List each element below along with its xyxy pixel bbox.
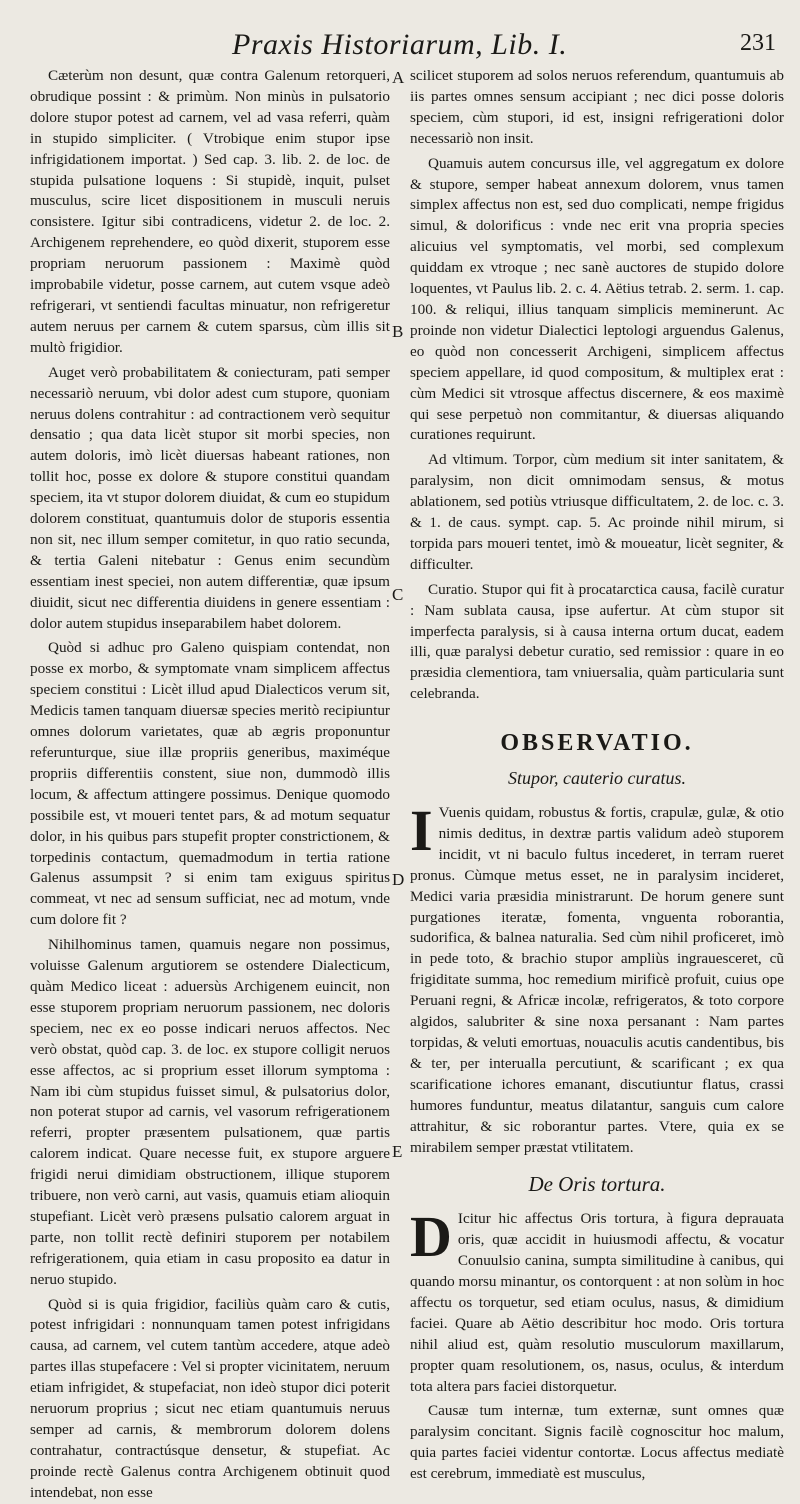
section-heading: De Oris tortura. (528, 1172, 666, 1197)
paragraph: Ad vltimum. Torpor, cùm medium sit inter sanitatem, & paralysim, non dicit omnimodam sensus, & motus ablationem, sed potiùs vtriusque difficultatem, 2. de loc. c. 3. & 1. de caus. sympt. cap. 5. Ac proinde nihil mirum, si torpida pars moueri tentet, imò & moueatur, licèt segniter, & difficulter. (410, 451, 784, 573)
page-header (0, 28, 800, 68)
observatio-text: Vuenis quidam, robustus & fortis, crapulæ, gulæ, & otio nimis deditus, in dextræ partis validum adeò stuporem incidit, vt ni baculo fultus incederet, in terram rueret pronus. Cùmque metus esset, ne in paralysim incideret, Medici varia præsidia ministrarunt. De horum genere sunt purgationes iteratæ, fomenta, vnguenta roborantia, sudorifica, & balnea naturalia. Sed cùm nihil proficeret, imò in pede toto, & brachio stupor ampliùs ingrauesceret, cũ frigiditate summa, hoc remedium mirificè profuit, cuius ope Peruani regni, & Africæ incolæ, refrigeratos, & toto corpore algidos, salubriter & sine noxa persanant : Nam partes torpidas, & veluti emortuas, nouaculis acutis candentibus, bis & ter, per interualla percutiunt, & scarificant ; ex qua scarificatione ichores emanant, discutiuntur flatus, crassi humores funduntur, meatus dilatantur, sanguis cum calore attrahitur, & sic roborantur partes. Vtere, quia ex se mirabilem semper præstat vtilitatem. (410, 804, 784, 1156)
section-text: Icitur hic affectus Oris tortura, à figura deprauata oris, quæ accidit in huiusmodi affectu, & vocatur Conuulsio canina, sumpta similitudine à canibus, qui quando morsu minantur, os contorquent : at non solùm in hoc affectu os torquetur, sed etiam oculus, nasus, & dimidium faciei. Quare ab Aëtio describitur hoc modo. Oris tortura nihil aliud est, quàm resolutio musculorum maxillarum, propter quam resolutionem, os, nasus, oculus, & interdum tota altera pars faciei distorquetur. (410, 1210, 784, 1395)
paragraph: Auget verò probabilitatem & coniecturam, pati semper necessariò neruum, vbi dolor adest cum stupore, quoniam neruus dolens contrahitur : ad contractionem verò sequitur densatio ; qua data licèt stupor sit morbi species, non autem doloris, imò licèt diuersas habeant rationes, non tollit hoc, posse ex dolore & stupore constitui quandam speciem, ita vt stupor dolorem diuidat, & cum eo stupidum dolorem constituat, quantumuis dolor de stuporis essentia non sit, nec illum semper comitetur, in quo ratio secunda, & tertia Galeni nitebatur : Genus enim secundùm essentiam inest speciei, non autem differentiæ, quæ ipsum diuidit, sicut nec differentia diuidens in genere essentiam : dolor autem stupidus inseparabilem habet dolorem. (30, 363, 390, 632)
paragraph: Nihilhominus tamen, quamuis negare non possimus, voluisse Galenum argutiorem se ostendere Dialecticum, quàm Medico liceat : aduersùs Archigenem euincit, non esse stuporem propriam neruorum passionem, nec doloris speciem, nec ex eo posse indicari neruos affectos. Nec verò obstat, quòd cap. 3. de loc. ex stupore colligit neruos esse affectos, ac si proprium esset illorum symptoma : Nam ibi cùm stupidus fuisset simul, & pulsatorius dolor, non poterat stupor ad carnis, vel vasorum refrigerationem referri, propter præsentem pulsationem, quæ partis calorem indicat. Quare necesse fuit, ex stupore arguere frigidi nerui dimidiam obstructionem, illique stuporem tribuere, non verò carni, aut vasis, quamuis etiam alioquin stupefiant. Licèt verò præsens pulsatio calorem arguat in parte, non tollit rectè definiri stuporem per notabilem refrigerationem, quia etiam in casu proposito ea datur in neruo stupido. (30, 936, 390, 1288)
paragraph: scilicet stuporem ad solos neruos referendum, quantumuis ab iis partes omnes sensum accipiant ; nec dici posse doloris speciem, cùm stupori, id est, insigni refrigerationi dolor necessariò non insit. (410, 67, 784, 147)
drop-initial: D (410, 1204, 452, 1270)
running-title: Praxis Historiarum, Lib. I. (232, 28, 568, 61)
margin-letter-b: B (392, 322, 404, 341)
drop-initial: I (410, 798, 433, 863)
right-column (410, 66, 784, 1485)
observatio-heading: OBSERVATIO. (500, 730, 694, 757)
paragraph: Causæ tum internæ, tum externæ, sunt omnes quæ paralysim concitant. Signis facilè cognoscitur hoc malum, quia partes faciei videntur contortæ. Locus affectus mediatè est cerebrum, immediatè est musculus, (410, 1402, 784, 1483)
section-paragraph (410, 1204, 784, 1397)
margin-letter-a: A (392, 68, 405, 87)
left-column (30, 66, 390, 1504)
observatio-subheading: Stupor, cauterio curatus. (508, 768, 686, 789)
paragraph: Quòd si is quia frigidior, faciliùs quàm caro & cutis, potest infrigidari : nonnunquam tamen potest infrigidans causa, ad carnem, vel cutem tantùm accedere, atque adeò partes illas stupefacere : Vel si propter vicinitatem, neruum etiam infrigidet, & stupefaciat, non ideò stupor dici poterit neruorum proprius ; sicut nec etiam quantumuis neruus semper ad carnis, & membrorum dolorem dolens contrahatur, contractúsque densetur, & stupefiat. Ac proinde rectè Galenus contra Archigenem obtinuit quod intendebat, non esse (30, 1295, 390, 1501)
margin-letter-c: C (392, 585, 404, 604)
margin-letter-d: D (392, 870, 405, 889)
page-number: 231 (740, 30, 776, 56)
paragraph: Curatio. Stupor qui fit à procatarctica causa, facilè curatur : Nam sublata causa, ipse aufertur. At cùm stupor sit imperfecta paralysis, si à causa interna ortum ducat, eadem illi, quæ paralysi debetur curatio, sed remissior : quare in eo præsidia clementiora, tam vniuersalia, quàm particularia sunt celebranda. (410, 580, 784, 703)
paragraph: Cæterùm non desunt, quæ contra Galenum retorqueri, obrudique possint : & primùm. Non minùs in pulsatorio dolore stupor potest ad carnem, vel ad vasa referri, quàm in stupido simpliciter. ( Vtrobique enim stupor ipse infrigidationem importat. ) Sed cap. 3. lib. 2. de loc. de stupida pulsatione loquens : Si stupidè, inquit, pulset musculus, scire licet dispositionem in musculi neruis consistere. Igitur sibi contradicens, videtur 2. de loc. 2. Archigenem reprehendere, eo quòd dixerit, stuporem esse propriam neruorum passionem : Maximè quòd improbabile videtur, posse carnem, aut cutem vsque adeò refrigerari, vt sentiendi facultas minuatur, non refrigeretur autem neruus per carnem & cutem sparsus, cùm illis sit multò frigidior. (30, 67, 390, 356)
paragraph: Quamuis autem concursus ille, vel aggregatum ex dolore & stupore, semper habeat annexum dolorem, vnus tamen simplex affectus non est, sed duo complicati, nempe frigidus simul, & dolorificus : vnde nec erit vna propria species alicuius vel symptomatis, vel morbi, sed complexum quiddam ex vtroque ; nec sanè auctores de stupido dolore loquentes, vt Paulus lib. 2. c. 4. Aëtius tetrab. 2. serm. 1. cap. 100. & reliqui, illius tanquam simplicis meminerunt. Ac proinde non videtur Dialectici leptologi arguendus Galenus, eo quòd non concesserit Archigeni, simplicem affectus speciem appellare, id quod compositum, & multiplex erat : cùm Medici sit vtrosque affectus discernere, & eos maximè qui sese perpetuò non commitantur, & diuersas aliquando curationes requirunt. (410, 154, 784, 444)
margin-letter-e: E (392, 1142, 403, 1161)
paragraph: Quòd si adhuc pro Galeno quispiam contendat, non posse ex morbo, & symptomate vnam simplicem affectus speciem constitui : Licèt illud apud Dialecticos verum sit, Medicis tamen tanquam diuersæ species meritò recipiuntur omnes dolorum varietates, quæ ab ægris proponuntur referunturque, siue illæ propriis generibus, maximéque propriis differentiis constent, siue non, dummodò illis locum, & affectum attingere possimus. Denique quomodo possibile est, vt moueri tentet pars, & ad motum sequatur dolor, in his quibus pars stupefit propter constrictionem, & torpedinis contactum, quemadmodum in tertia ratione Galenus assumpsit ? si enim tam exiguus spiritus commeat, vt nec ad sensum sufficiat, nec ad motum, vnde cum dolore fit ? (30, 639, 390, 929)
observatio-paragraph (410, 798, 784, 1158)
